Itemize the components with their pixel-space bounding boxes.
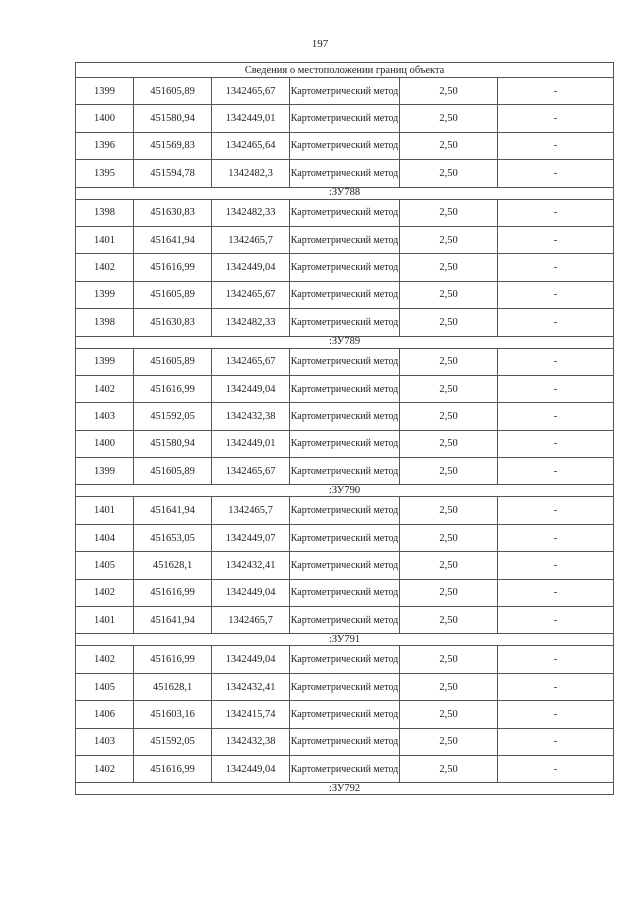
- method-cell: Картометрический метод: [290, 524, 400, 551]
- accuracy-cell: 2,50: [400, 524, 498, 551]
- extra-cell: -: [498, 78, 614, 105]
- accuracy-cell: 2,50: [400, 646, 498, 673]
- point-number-cell: 1402: [76, 579, 134, 606]
- table-row: [76, 199, 614, 226]
- accuracy-cell: 2,50: [400, 375, 498, 402]
- method-cell: Картометрический метод: [290, 607, 400, 634]
- extra-cell: -: [498, 579, 614, 606]
- point-number-cell: 1398: [76, 309, 134, 336]
- table-row: [76, 701, 614, 728]
- section-row: [76, 187, 614, 199]
- accuracy-cell: 2,50: [400, 132, 498, 159]
- point-number-cell: 1400: [76, 105, 134, 132]
- method-cell: Картометрический метод: [290, 348, 400, 375]
- section-row: [76, 336, 614, 348]
- point-number-cell: 1405: [76, 673, 134, 700]
- boundary-coordinates-table: [75, 62, 614, 795]
- extra-cell: -: [498, 348, 614, 375]
- x-coordinate-cell: 451628,1: [134, 673, 212, 700]
- table-row: [76, 105, 614, 132]
- method-cell: Картометрический метод: [290, 78, 400, 105]
- extra-cell: -: [498, 524, 614, 551]
- accuracy-cell: 2,50: [400, 728, 498, 755]
- extra-cell: -: [498, 458, 614, 485]
- section-row: [76, 485, 614, 497]
- accuracy-cell: 2,50: [400, 254, 498, 281]
- point-number-cell: 1401: [76, 497, 134, 524]
- extra-cell: -: [498, 199, 614, 226]
- extra-cell: -: [498, 646, 614, 673]
- method-cell: Картометрический метод: [290, 160, 400, 187]
- x-coordinate-cell: 451569,83: [134, 132, 212, 159]
- table-row: [76, 309, 614, 336]
- point-number-cell: 1405: [76, 552, 134, 579]
- table-row: [76, 226, 614, 253]
- x-coordinate-cell: 451603,16: [134, 701, 212, 728]
- accuracy-cell: 2,50: [400, 281, 498, 308]
- x-coordinate-cell: 451592,05: [134, 403, 212, 430]
- method-cell: Картометрический метод: [290, 497, 400, 524]
- x-coordinate-cell: 451641,94: [134, 497, 212, 524]
- x-coordinate-cell: 451580,94: [134, 105, 212, 132]
- point-number-cell: 1400: [76, 430, 134, 457]
- x-coordinate-cell: 451653,05: [134, 524, 212, 551]
- section-row: [76, 634, 614, 646]
- accuracy-cell: 2,50: [400, 673, 498, 700]
- x-coordinate-cell: 451616,99: [134, 646, 212, 673]
- point-number-cell: 1404: [76, 524, 134, 551]
- method-cell: Картометрический метод: [290, 458, 400, 485]
- table-row: [76, 281, 614, 308]
- x-coordinate-cell: 451594,78: [134, 160, 212, 187]
- extra-cell: -: [498, 309, 614, 336]
- y-coordinate-cell: 1342449,01: [212, 430, 290, 457]
- y-coordinate-cell: 1342449,01: [212, 105, 290, 132]
- table-row: [76, 430, 614, 457]
- point-number-cell: 1406: [76, 701, 134, 728]
- extra-cell: -: [498, 497, 614, 524]
- table-row: [76, 254, 614, 281]
- method-cell: Картометрический метод: [290, 430, 400, 457]
- extra-cell: -: [498, 552, 614, 579]
- point-number-cell: 1396: [76, 132, 134, 159]
- x-coordinate-cell: 451605,89: [134, 348, 212, 375]
- accuracy-cell: 2,50: [400, 199, 498, 226]
- extra-cell: -: [498, 673, 614, 700]
- section-label: :ЗУ789: [76, 336, 614, 348]
- x-coordinate-cell: 451616,99: [134, 375, 212, 402]
- point-number-cell: 1395: [76, 160, 134, 187]
- section-label: :ЗУ792: [76, 783, 614, 795]
- table-row: [76, 497, 614, 524]
- y-coordinate-cell: 1342449,07: [212, 524, 290, 551]
- x-coordinate-cell: 451616,99: [134, 254, 212, 281]
- table-title: Сведения о местоположении границ объекта: [76, 63, 614, 78]
- x-coordinate-cell: 451628,1: [134, 552, 212, 579]
- y-coordinate-cell: 1342465,64: [212, 132, 290, 159]
- y-coordinate-cell: 1342465,67: [212, 78, 290, 105]
- x-coordinate-cell: 451641,94: [134, 226, 212, 253]
- accuracy-cell: 2,50: [400, 403, 498, 430]
- method-cell: Картометрический метод: [290, 226, 400, 253]
- y-coordinate-cell: 1342465,67: [212, 458, 290, 485]
- table-body: [76, 63, 614, 795]
- method-cell: Картометрический метод: [290, 281, 400, 308]
- y-coordinate-cell: 1342465,7: [212, 226, 290, 253]
- x-coordinate-cell: 451616,99: [134, 755, 212, 782]
- point-number-cell: 1398: [76, 199, 134, 226]
- section-label: :ЗУ790: [76, 485, 614, 497]
- y-coordinate-cell: 1342449,04: [212, 254, 290, 281]
- point-number-cell: 1402: [76, 254, 134, 281]
- x-coordinate-cell: 451605,89: [134, 281, 212, 308]
- point-number-cell: 1402: [76, 375, 134, 402]
- section-label: :ЗУ788: [76, 187, 614, 199]
- method-cell: Картометрический метод: [290, 728, 400, 755]
- page-number: 197: [311, 38, 329, 50]
- table-header-row: [76, 63, 614, 78]
- table-row: [76, 132, 614, 159]
- accuracy-cell: 2,50: [400, 348, 498, 375]
- method-cell: Картометрический метод: [290, 701, 400, 728]
- extra-cell: -: [498, 281, 614, 308]
- point-number-cell: 1399: [76, 348, 134, 375]
- accuracy-cell: 2,50: [400, 309, 498, 336]
- y-coordinate-cell: 1342449,04: [212, 579, 290, 606]
- y-coordinate-cell: 1342432,41: [212, 673, 290, 700]
- extra-cell: -: [498, 701, 614, 728]
- table-row: [76, 646, 614, 673]
- extra-cell: -: [498, 375, 614, 402]
- y-coordinate-cell: 1342449,04: [212, 755, 290, 782]
- x-coordinate-cell: 451605,89: [134, 458, 212, 485]
- extra-cell: -: [498, 254, 614, 281]
- point-number-cell: 1399: [76, 281, 134, 308]
- accuracy-cell: 2,50: [400, 552, 498, 579]
- y-coordinate-cell: 1342482,3: [212, 160, 290, 187]
- method-cell: Картометрический метод: [290, 403, 400, 430]
- y-coordinate-cell: 1342482,33: [212, 309, 290, 336]
- extra-cell: -: [498, 728, 614, 755]
- y-coordinate-cell: 1342432,38: [212, 403, 290, 430]
- table-row: [76, 458, 614, 485]
- method-cell: Картометрический метод: [290, 199, 400, 226]
- point-number-cell: 1401: [76, 226, 134, 253]
- method-cell: Картометрический метод: [290, 132, 400, 159]
- point-number-cell: 1401: [76, 607, 134, 634]
- x-coordinate-cell: 451641,94: [134, 607, 212, 634]
- point-number-cell: 1402: [76, 755, 134, 782]
- y-coordinate-cell: 1342465,7: [212, 497, 290, 524]
- accuracy-cell: 2,50: [400, 701, 498, 728]
- y-coordinate-cell: 1342415,74: [212, 701, 290, 728]
- accuracy-cell: 2,50: [400, 430, 498, 457]
- method-cell: Картометрический метод: [290, 673, 400, 700]
- y-coordinate-cell: 1342432,38: [212, 728, 290, 755]
- point-number-cell: 1403: [76, 728, 134, 755]
- point-number-cell: 1399: [76, 458, 134, 485]
- extra-cell: -: [498, 160, 614, 187]
- y-coordinate-cell: 1342432,41: [212, 552, 290, 579]
- method-cell: Картометрический метод: [290, 552, 400, 579]
- x-coordinate-cell: 451630,83: [134, 309, 212, 336]
- section-label: :ЗУ791: [76, 634, 614, 646]
- table-row: [76, 673, 614, 700]
- point-number-cell: 1399: [76, 78, 134, 105]
- table-row: [76, 607, 614, 634]
- y-coordinate-cell: 1342482,33: [212, 199, 290, 226]
- y-coordinate-cell: 1342465,67: [212, 348, 290, 375]
- table-row: [76, 403, 614, 430]
- y-coordinate-cell: 1342465,67: [212, 281, 290, 308]
- extra-cell: -: [498, 755, 614, 782]
- section-row: [76, 783, 614, 795]
- method-cell: Картометрический метод: [290, 105, 400, 132]
- point-number-cell: 1403: [76, 403, 134, 430]
- table-row: [76, 728, 614, 755]
- table-row: [76, 160, 614, 187]
- extra-cell: -: [498, 132, 614, 159]
- x-coordinate-cell: 451630,83: [134, 199, 212, 226]
- table-row: [76, 348, 614, 375]
- point-number-cell: 1402: [76, 646, 134, 673]
- table-row: [76, 755, 614, 782]
- x-coordinate-cell: 451616,99: [134, 579, 212, 606]
- method-cell: Картометрический метод: [290, 254, 400, 281]
- extra-cell: -: [498, 430, 614, 457]
- accuracy-cell: 2,50: [400, 105, 498, 132]
- y-coordinate-cell: 1342449,04: [212, 646, 290, 673]
- method-cell: Картометрический метод: [290, 755, 400, 782]
- y-coordinate-cell: 1342465,7: [212, 607, 290, 634]
- method-cell: Картометрический метод: [290, 375, 400, 402]
- accuracy-cell: 2,50: [400, 579, 498, 606]
- accuracy-cell: 2,50: [400, 226, 498, 253]
- extra-cell: -: [498, 607, 614, 634]
- method-cell: Картометрический метод: [290, 646, 400, 673]
- method-cell: Картометрический метод: [290, 579, 400, 606]
- extra-cell: -: [498, 226, 614, 253]
- method-cell: Картометрический метод: [290, 309, 400, 336]
- accuracy-cell: 2,50: [400, 755, 498, 782]
- x-coordinate-cell: 451580,94: [134, 430, 212, 457]
- x-coordinate-cell: 451605,89: [134, 78, 212, 105]
- table-row: [76, 78, 614, 105]
- extra-cell: -: [498, 105, 614, 132]
- table-row: [76, 552, 614, 579]
- accuracy-cell: 2,50: [400, 497, 498, 524]
- table-row: [76, 375, 614, 402]
- table-row: [76, 579, 614, 606]
- extra-cell: -: [498, 403, 614, 430]
- x-coordinate-cell: 451592,05: [134, 728, 212, 755]
- accuracy-cell: 2,50: [400, 458, 498, 485]
- table-row: [76, 524, 614, 551]
- accuracy-cell: 2,50: [400, 160, 498, 187]
- y-coordinate-cell: 1342449,04: [212, 375, 290, 402]
- accuracy-cell: 2,50: [400, 607, 498, 634]
- accuracy-cell: 2,50: [400, 78, 498, 105]
